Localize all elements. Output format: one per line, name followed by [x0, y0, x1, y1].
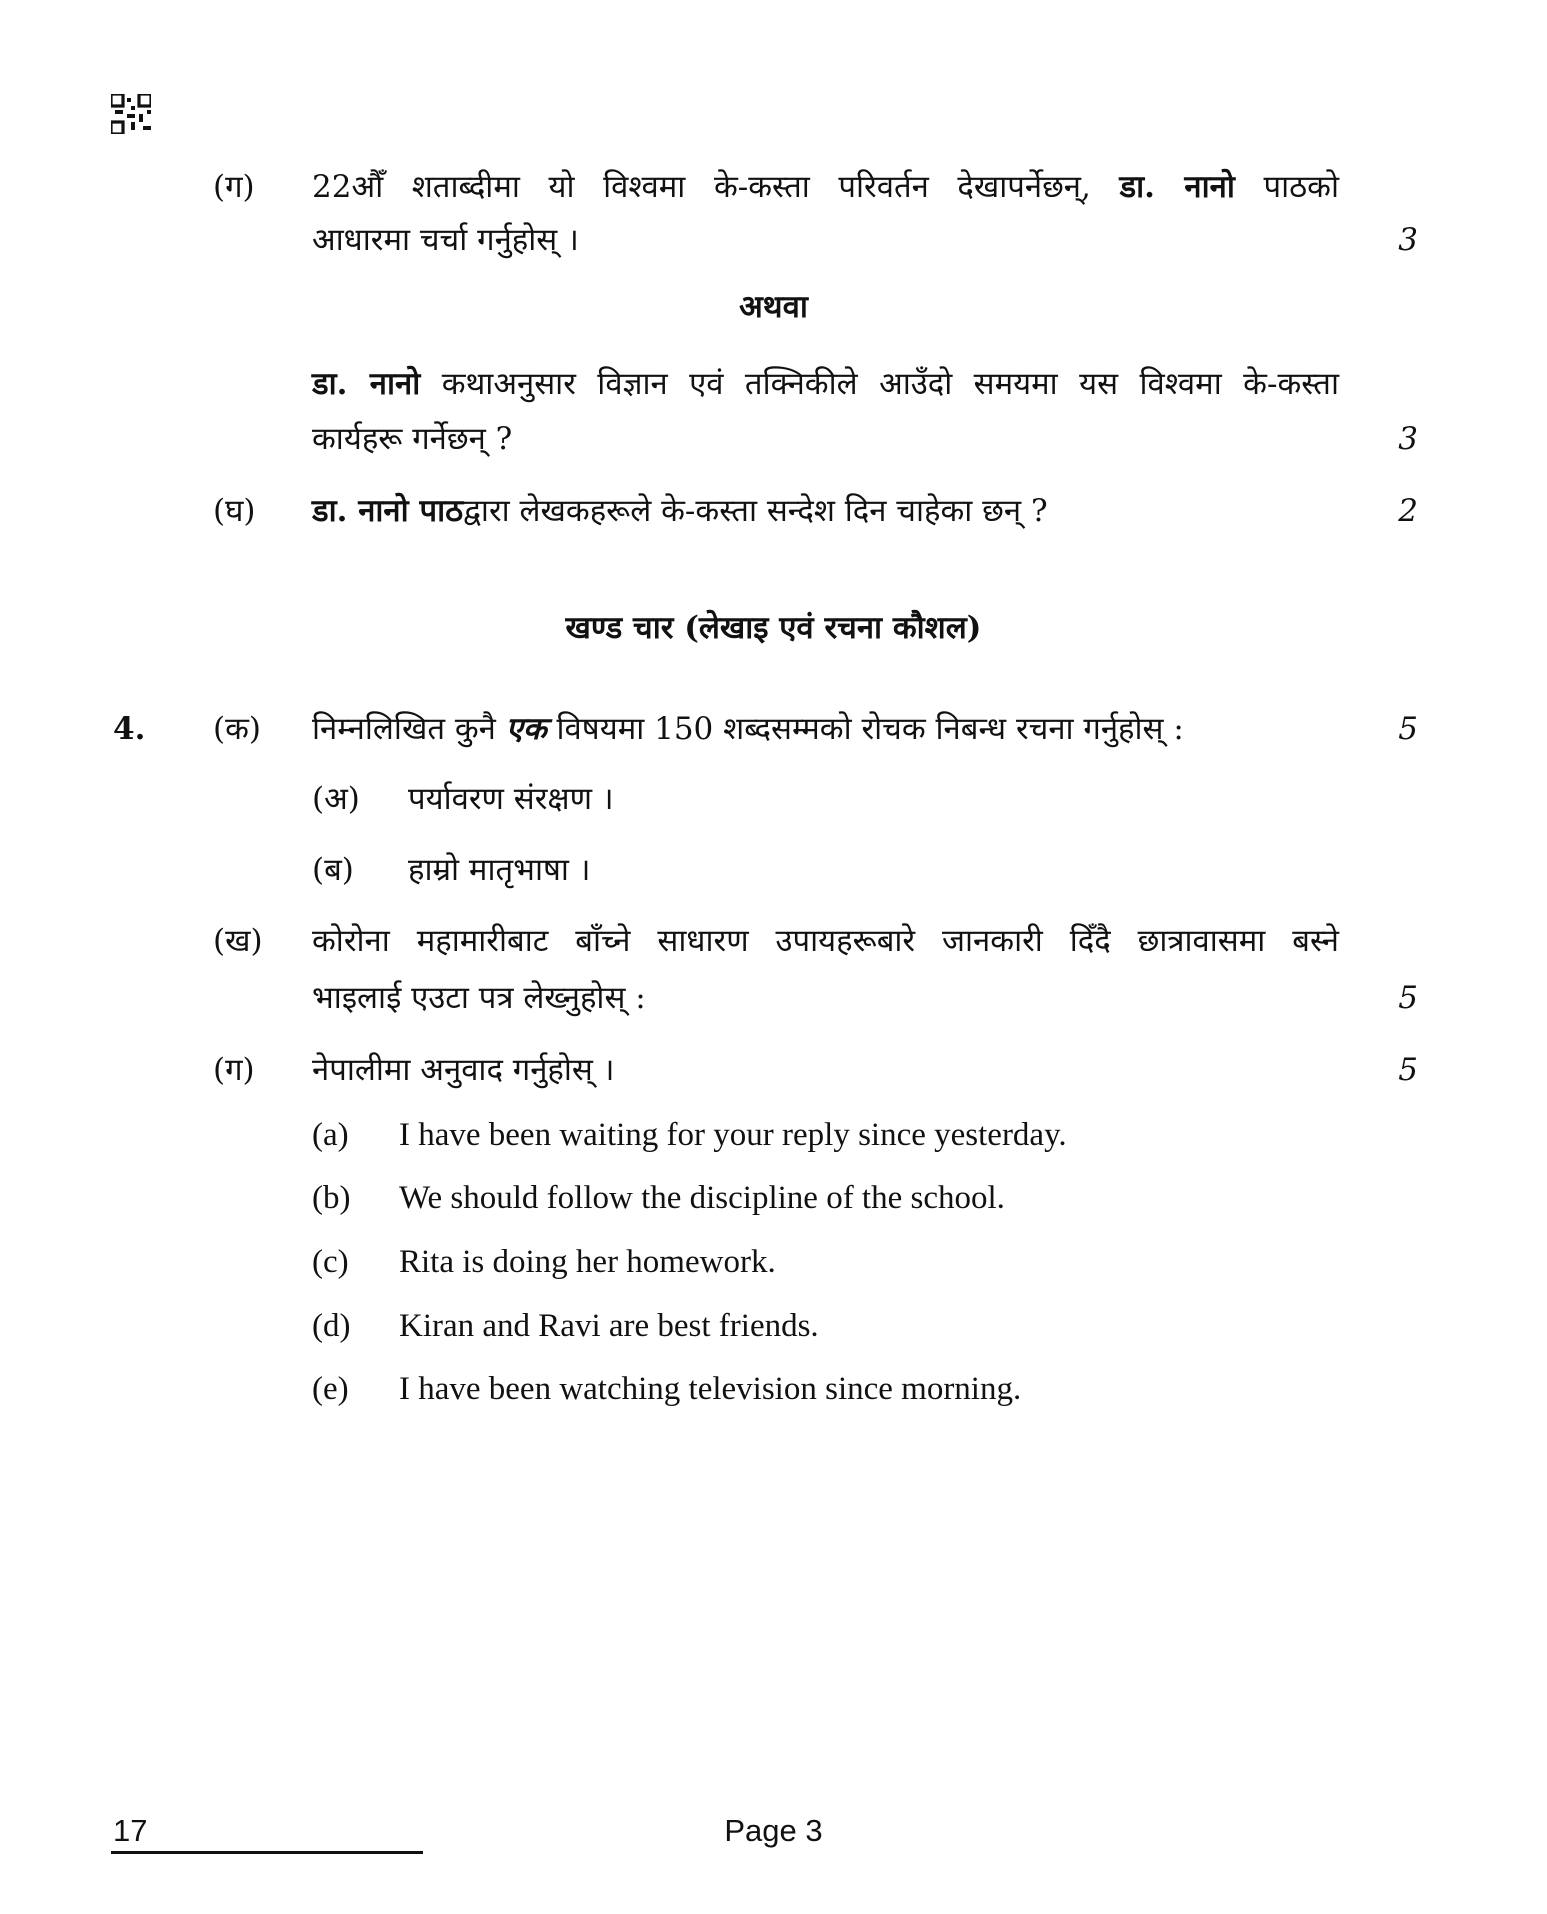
or-separator: अथवा	[739, 289, 808, 325]
paper-code: 17	[113, 1813, 148, 1848]
sentence-label: (e)	[312, 1371, 349, 1407]
marks: 5	[1398, 711, 1418, 747]
sentence-label: (c)	[312, 1244, 349, 1280]
question-number: 4.	[113, 711, 146, 747]
sentence-text: Kiran and Ravi are best friends.	[399, 1308, 819, 1344]
sentence-text: We should follow the discipline of the school.	[399, 1180, 1005, 1216]
question-text-line: कार्यहरू गर्नेछन् ?	[312, 421, 513, 457]
marks: 2	[1398, 493, 1418, 529]
sentence-label: (d)	[312, 1308, 351, 1344]
sentence-text: I have been watching television since morning.	[399, 1371, 1022, 1407]
section-heading: खण्ड चार (लेखाइ एवं रचना कौशल)	[565, 610, 982, 646]
sentence-text: Rita is doing her homework.	[399, 1244, 776, 1280]
question-text-line: निम्नलिखित कुनै एक विषयमा 150 शब्दसम्मको रोचक निबन्ध रचना गर्नुहोस् :	[312, 711, 1184, 747]
marks: 5	[1398, 980, 1418, 1016]
marks: 3	[1398, 421, 1418, 457]
question-label: (घ)	[213, 493, 256, 529]
marks: 3	[1398, 222, 1418, 258]
page-number: Page 3	[724, 1813, 823, 1848]
qr-code-icon	[111, 94, 151, 134]
question-text-line: आधारमा चर्चा गर्नुहोस् ।	[312, 222, 579, 258]
option-label: (अ)	[312, 781, 360, 817]
footer-rule	[111, 1851, 423, 1854]
question-text-line: भाइलाई एउटा पत्र लेख्नुहोस् :	[312, 980, 646, 1016]
question-text-line: डा. नानो पाठद्वारा लेखकहरूले के-कस्ता सन्देश दिन चाहेका छन् ?	[312, 493, 1048, 529]
sentence-label: (a)	[312, 1117, 349, 1153]
sentence-label: (b)	[312, 1180, 351, 1216]
option-text: हाम्रो मातृभाषा ।	[408, 852, 591, 888]
question-text-line: 22औँ शताब्दीमा यो विश्वमा के-कस्ता परिवर्तन देखापर्नेछन्, डा. नानो पाठको	[312, 169, 1340, 205]
question-text-line: नेपालीमा अनुवाद गर्नुहोस् ।	[312, 1052, 615, 1088]
option-text: पर्यावरण संरक्षण ।	[408, 781, 614, 817]
question-label: (ख)	[213, 923, 263, 959]
question-label: (ग)	[213, 1052, 255, 1088]
question-text-line: डा. नानो कथाअनुसार विज्ञान एवं तक्निकीले आउँदो समयमा यस विश्वमा के-कस्ता	[312, 366, 1340, 402]
sentence-text: I have been waiting for your reply since yesterday.	[399, 1117, 1067, 1153]
question-label: (ग)	[213, 169, 255, 205]
marks: 5	[1398, 1052, 1418, 1088]
option-label: (ब)	[312, 852, 354, 888]
question-label: (क)	[213, 711, 261, 747]
question-text-line: कोरोना महामारीबाट बाँच्ने साधारण उपायहरूबारे जानकारी दिँदै छात्रावासमा बस्ने	[312, 923, 1339, 959]
